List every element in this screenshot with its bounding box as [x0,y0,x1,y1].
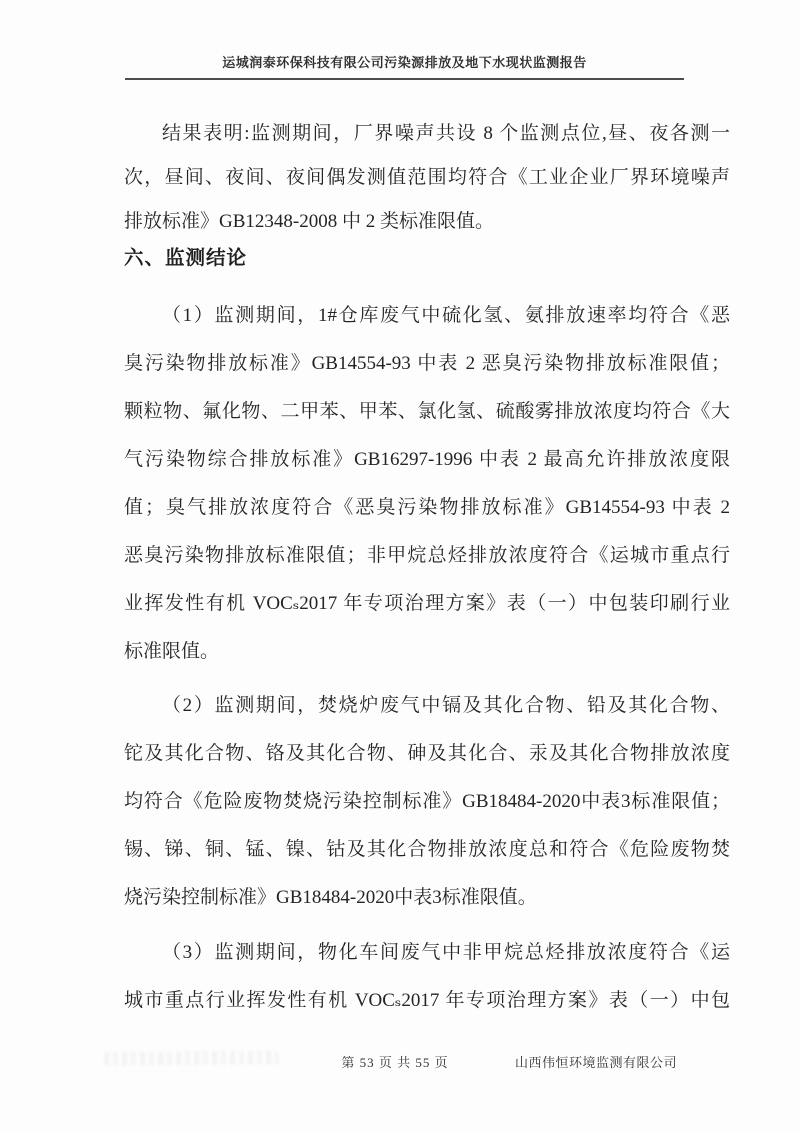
text-line: 臭污染物排放标准》GB14554-93 中表 2 恶臭污染物排放标准限值； [124,353,730,374]
text-line: （1）监测期间，1#仓库废气中硫化氢、氨排放速率均符合《恶 [162,305,730,326]
text-line: 业挥发性有机 VOCₛ2017 年专项治理方案》表（一）中包装印刷行业 [124,593,730,614]
text-line: 城市重点行业挥发性有机 VOCₛ2017 年专项治理方案》表（一）中包 [124,990,730,1011]
paragraph-conclusion-1 [124,292,730,676]
text-line: 恶臭污染物排放标准限值；非甲烷总烃排放浓度符合《运城市重点行 [124,545,730,566]
paragraph-noise-result [124,112,730,244]
text-line: 烧污染控制标准》GB18484-2020中表3标准限值。 [124,887,537,908]
footer-company-name: 山西伟恒环境监测有限公司 [514,1055,677,1070]
text-line: 次，昼间、夜间、夜间偶发测值范围均符合《工业企业厂界环境噪声 [124,167,730,188]
text-line: （3）监测期间，物化车间废气中非甲烷总烃排放浓度符合《运 [162,942,730,963]
text-line: （2）监测期间，焚烧炉废气中镉及其化合物、铅及其化合物、 [162,695,730,716]
page-footer [0,1052,800,1076]
header-title: 运城润泰环保科技有限公司污染源排放及地下水现状监测报告 [222,55,587,70]
paragraph-conclusion-2 [124,682,730,922]
text-line: 颗粒物、氟化物、二甲苯、甲苯、氯化氢、硫酸雾排放浓度均符合《大 [124,401,730,422]
text-line: 均符合《危险废物焚烧污染控制标准》GB18484-2020中表3标准限值； [124,791,730,812]
text-line: 值；臭气排放浓度符合《恶臭污染物排放标准》GB14554-93 中表 2 [124,497,730,518]
section-heading-monitoring-conclusions: 六、监测结论 [124,248,248,269]
page-header [125,52,684,80]
text-line: 排放标准》GB12348-2008 中 2 类标准限值。 [124,211,494,232]
document-body [124,112,730,1025]
text-line: 铊及其化合物、铬及其化合物、砷及其化合、汞及其化合物排放浓度 [124,743,730,764]
text-line: 气污染物综合排放标准》GB16297-1996 中表 2 最高允许排放浓度限 [124,449,730,470]
footer-page-number: 第 53 页 共 55 页 [341,1055,449,1070]
text-line: 结果表明:监测期间，厂界噪声共设 8 个监测点位,昼、夜各测一 [162,123,730,144]
paragraph-conclusion-3 [124,929,730,1025]
text-line: 锡、锑、铜、锰、镍、钴及其化合物排放浓度总和符合《危险废物焚 [124,839,730,860]
text-line: 标准限值。 [124,641,220,662]
